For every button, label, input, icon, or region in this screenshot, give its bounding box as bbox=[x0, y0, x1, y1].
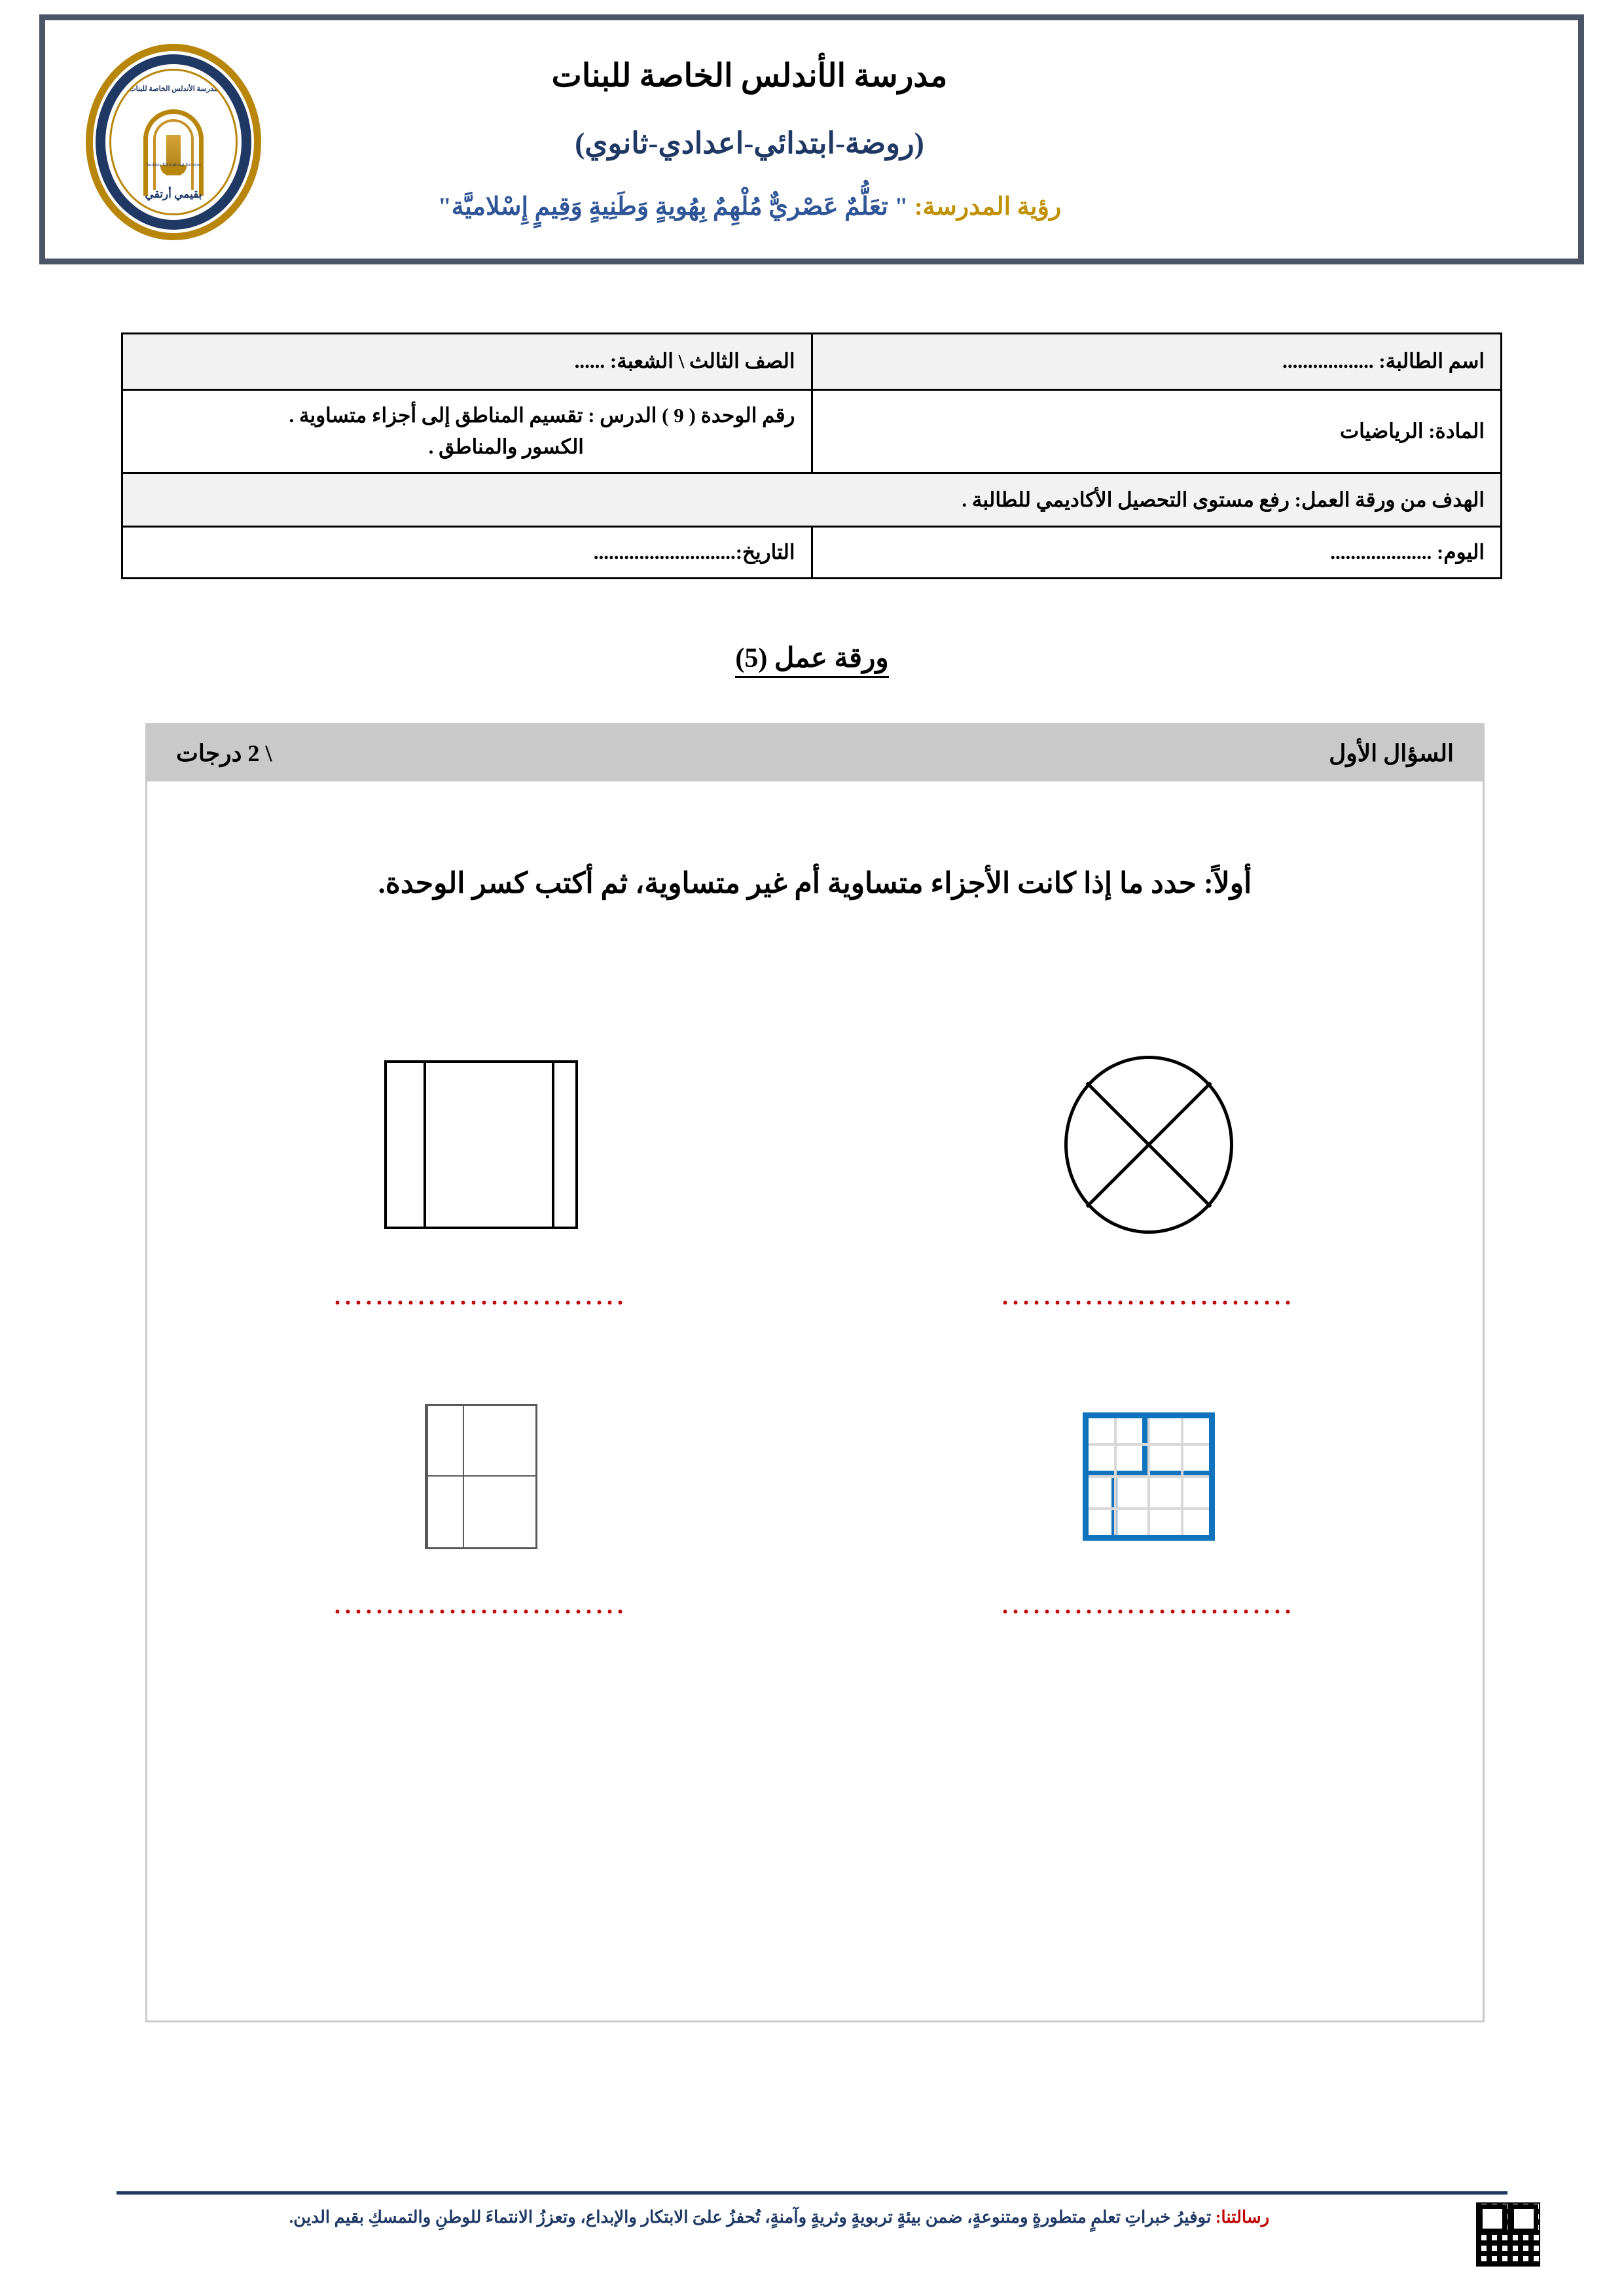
vision-text: " تعَلُّمٌ عَصْريٌّ مُلْهِمٌ بِهُويةٍ وَطَنِيةٍ وَقِيمٍ إِسْلاميَّة" bbox=[437, 193, 909, 221]
answer-blank-line[interactable]: ............................ bbox=[1002, 1283, 1295, 1310]
rect-part-2 bbox=[424, 1063, 552, 1227]
logo-motto: بقيمي أرتقي bbox=[145, 188, 202, 200]
rectangle-three-unequal-vertical-parts-figure bbox=[384, 1060, 578, 1229]
footer-divider bbox=[117, 2191, 1507, 2195]
school-stages: (روضة-ابتدائي-اعدادي-ثانوي) bbox=[575, 127, 924, 160]
school-vision bbox=[71, 192, 1552, 221]
question-marks-badge: \ 2 درجات bbox=[176, 740, 272, 766]
figure-item bbox=[900, 1037, 1398, 1310]
school-header bbox=[39, 14, 1584, 264]
answer-blank-line[interactable]: ............................ bbox=[1002, 1592, 1295, 1619]
figure-holder bbox=[384, 1037, 578, 1253]
circle-divided-by-two-diagonals-figure bbox=[1064, 1056, 1233, 1234]
figure-holder bbox=[1064, 1037, 1233, 1253]
worksheet-title-text: ورقة عمل (5) bbox=[735, 643, 888, 678]
class-section-cell: الصف الثالث \ الشعبة: ...... bbox=[122, 334, 812, 390]
vision-label: رؤية المدرسة: bbox=[914, 193, 1062, 221]
school-mission bbox=[131, 2204, 1428, 2230]
question-card bbox=[145, 723, 1485, 2022]
answer-blank-line[interactable]: ............................ bbox=[334, 1283, 628, 1310]
figures-row bbox=[147, 1391, 1483, 1619]
table-row bbox=[122, 390, 1502, 473]
rect-part-3 bbox=[389, 1063, 424, 1227]
unit-lesson-cell bbox=[122, 390, 812, 473]
grid-cell bbox=[463, 1477, 499, 1547]
grid-cell bbox=[427, 1406, 463, 1477]
day-cell: اليوم: .................... bbox=[812, 527, 1502, 579]
grid-cell bbox=[463, 1406, 499, 1477]
answer-blank-line[interactable]: ............................ bbox=[334, 1592, 628, 1619]
question-instruction: أولاً: حدد ما إذا كانت الأجزاء متساوية أم غير متساوية، ثم أكتب كسر الوحدة. bbox=[378, 867, 1252, 899]
table-row bbox=[122, 527, 1502, 579]
figure-holder bbox=[425, 1391, 537, 1562]
qr-code[interactable] bbox=[1473, 2199, 1543, 2270]
blue-region-bottom-left bbox=[1089, 1477, 1111, 1535]
figure-item bbox=[232, 1391, 730, 1619]
student-info-table bbox=[121, 332, 1502, 579]
logo-arc-text: مدرسة الأندلس الخاصة للبنات bbox=[129, 85, 218, 93]
figures-row bbox=[147, 1037, 1483, 1310]
blue-region-bottom-right bbox=[1117, 1477, 1209, 1535]
rect-part-1 bbox=[552, 1063, 575, 1227]
blue-region-top-right bbox=[1148, 1418, 1209, 1471]
table-row bbox=[122, 473, 1502, 527]
blue-square-four-unequal-regions-figure bbox=[1083, 1412, 1215, 1541]
rectangle-three-by-two-grid-figure bbox=[425, 1404, 537, 1549]
school-name: مدرسة الأندلس الخاصة للبنات bbox=[551, 58, 948, 94]
logo-inner-ring bbox=[109, 69, 238, 215]
figures-grid bbox=[147, 1037, 1483, 1619]
unit-lesson-line1: رقم الوحدة ( 9 ) الدرس : تقسيم المناطق إلى أجزاء متساوية . bbox=[289, 404, 795, 427]
mission-label: رسالتنا: bbox=[1215, 2208, 1270, 2227]
logo-micro-text: Andalus Educational Services bbox=[146, 162, 201, 168]
subject-cell: المادة: الرياضيات bbox=[812, 390, 1502, 473]
question-label: السؤال الأول bbox=[1329, 740, 1454, 766]
question-body bbox=[147, 781, 1483, 2020]
mission-text: توفيرُ خبراتِ تعلمٍ متطورةٍ ومتنوعةٍ، ضمن بيئةٍ تربويةٍ وثريةٍ وآمنةٍ، تُحفزُ علىَ الابتكار والإبداع، وتعززُ الانتماءَ للوطنِ والتمسكِ بقيم الدين. bbox=[289, 2208, 1212, 2227]
figure-item bbox=[900, 1391, 1398, 1619]
figure-item bbox=[232, 1037, 730, 1310]
grid-cell bbox=[427, 1477, 463, 1547]
table-row bbox=[122, 334, 1502, 390]
page-title bbox=[0, 641, 1624, 674]
date-cell: التاريخ:............................ bbox=[122, 527, 812, 579]
figure-holder bbox=[1083, 1391, 1215, 1562]
question-header-bar bbox=[147, 725, 1483, 781]
grid-cell bbox=[499, 1477, 535, 1547]
worksheet-goal-cell: الهدف من ورقة العمل: رفع مستوى التحصيل الأكاديمي للطالبة . bbox=[122, 473, 1502, 527]
unit-lesson-line2: الكسور والمناطق . bbox=[428, 435, 584, 459]
grid-cell bbox=[499, 1406, 535, 1477]
blue-region-top-left bbox=[1089, 1418, 1142, 1471]
student-name-cell: اسم الطالبة: .................. bbox=[812, 334, 1502, 390]
school-logo bbox=[86, 44, 261, 240]
